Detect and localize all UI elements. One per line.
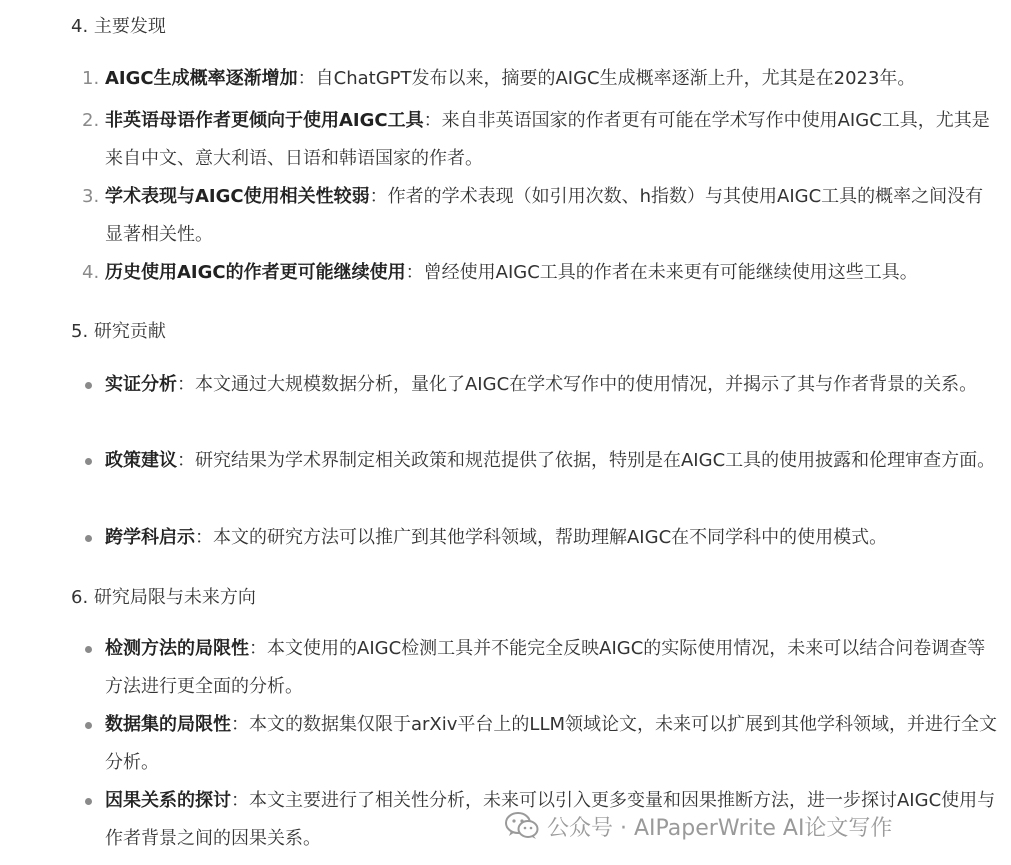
- item-text: ：研究结果为学术界制定相关政策和规范提供了依据，特别是在AIGC工具的使用披露和伦理审查方面。: [177, 450, 996, 471]
- list-number: 1.: [82, 68, 100, 89]
- item-text: ：本文通过大规模数据分析，量化了AIGC在学术写作中的使用情况，并揭示了其与作者背景的关系。: [177, 374, 978, 395]
- item-text: ：本文主要进行了相关性分析，未来可以引入更多变量和因果推断方法，进一步探讨AIGC使用与作者背景之间的因果关系。: [105, 790, 996, 849]
- item-text: ：曾经使用AIGC工具的作者在未来更有可能继续使用这些工具。: [405, 262, 918, 283]
- item-text: ：来自非英语国家的作者更有可能在学术写作中使用AIGC工具，尤其是来自中文、意大利语、日语和韩语国家的作者。: [105, 110, 990, 169]
- item-title: 数据集的局限性: [105, 714, 231, 735]
- item-title: 政策建议: [105, 450, 177, 471]
- list-item: [80, 442, 1000, 480]
- list-item: [80, 706, 1000, 782]
- watermark: [505, 810, 892, 842]
- item-title: 跨学科启示: [105, 527, 195, 548]
- item-title: 因果关系的探讨: [105, 790, 231, 811]
- list-number: 2.: [82, 110, 100, 131]
- item-title: 非英语母语作者更倾向于使用AIGC工具: [105, 110, 424, 131]
- list-item: [80, 60, 1000, 98]
- bullet-dot: [85, 798, 92, 805]
- bullet-dot: [85, 535, 92, 542]
- item-text: ：本文的研究方法可以推广到其他学科领域，帮助理解AIGC在不同学科中的使用模式。: [195, 527, 888, 548]
- list-item: [80, 519, 1000, 557]
- item-title: 历史使用AIGC的作者更可能继续使用: [105, 262, 406, 283]
- list-item: [80, 102, 1000, 178]
- item-text: ：本文使用的AIGC检测工具并不能完全反映AIGC的实际使用情况，未来可以结合问卷调查等方法进行更全面的分析。: [105, 638, 986, 697]
- list-item: [80, 630, 1000, 706]
- bullet-dot: [85, 722, 92, 729]
- item-title: AIGC生成概率逐渐增加: [105, 68, 298, 89]
- list-item: [80, 366, 1000, 404]
- item-text: ：自ChatGPT发布以来，摘要的AIGC生成概率逐渐上升，尤其是在2023年。: [297, 68, 916, 89]
- section-heading-limitations: 6. 研究局限与未来方向: [71, 587, 256, 608]
- watermark-text: 公众号 · AIPaperWrite AI论文写作: [547, 815, 893, 841]
- item-title: 实证分析: [105, 374, 177, 395]
- item-text: ：作者的学术表现（如引用次数、h指数）与其使用AIGC工具的概率之间没有显著相关性。: [105, 186, 984, 245]
- bullet-dot: [85, 382, 92, 389]
- section-heading-findings: 4. 主要发现: [71, 16, 166, 37]
- section-heading-contributions: 5. 研究贡献: [71, 321, 166, 342]
- item-text: ：本文的数据集仅限于arXiv平台上的LLM领域论文，未来可以扩展到其他学科领域，并进行全文分析。: [105, 714, 997, 773]
- item-title: 学术表现与AIGC使用相关性较弱: [105, 186, 370, 207]
- bullet-dot: [85, 646, 92, 653]
- list-item: [80, 178, 1000, 254]
- list-item: [80, 254, 1000, 292]
- list-number: 4.: [82, 262, 100, 283]
- bullet-dot: [85, 458, 92, 465]
- item-title: 检测方法的局限性: [105, 638, 249, 659]
- wechat-icon: [505, 812, 539, 840]
- list-number: 3.: [82, 186, 100, 207]
